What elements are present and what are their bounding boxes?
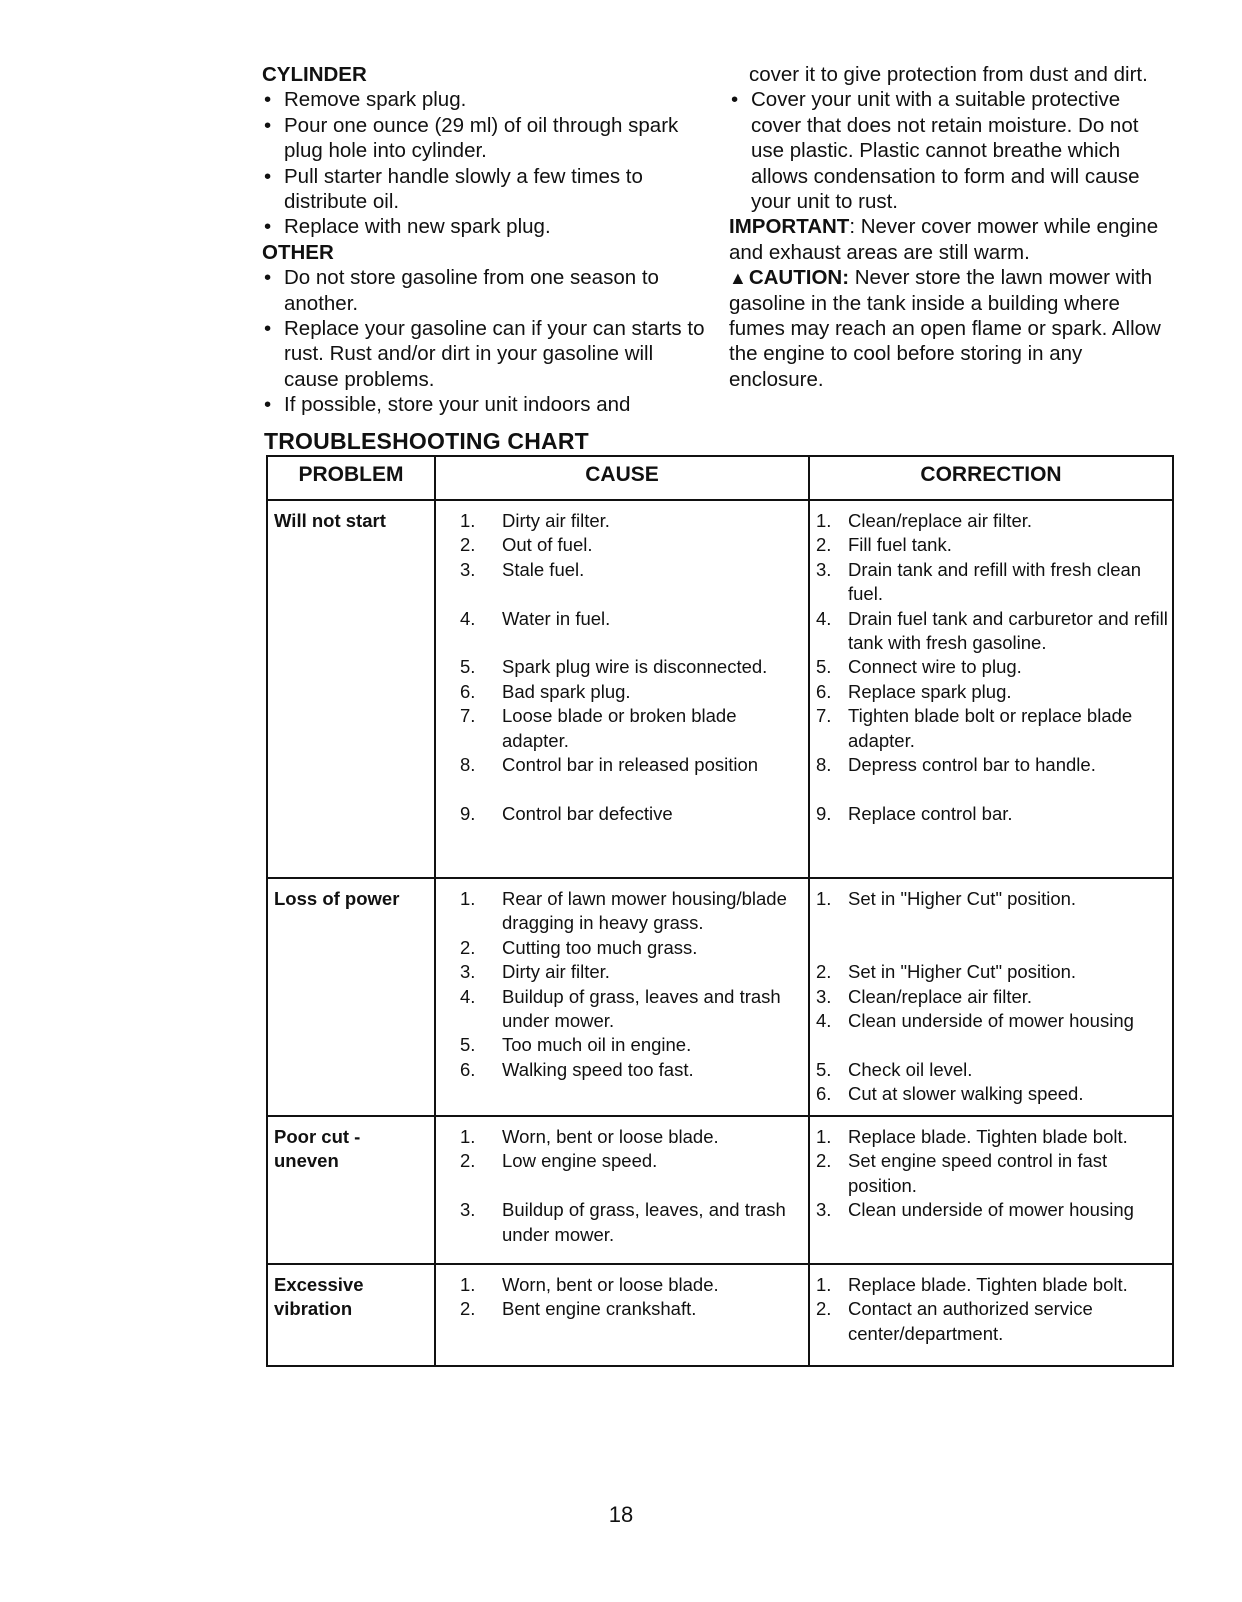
list-item: 9. Replace control bar. [816, 802, 1013, 824]
list-item: • Replace with new spark plug. [262, 214, 712, 239]
list-item: • Pull starter handle slowly a few times to distribute oil. [262, 164, 712, 215]
list-item: • Pour one ounce (29 ml) of oil through spark plug hole into cylinder. [262, 113, 712, 164]
list-item: 5. Check oil level. [816, 1058, 973, 1080]
table-row [267, 500, 1173, 878]
other-heading: OTHER [262, 240, 334, 264]
list-item: 7. Loose blade or broken blade adapter. [460, 705, 737, 751]
list-item: 2. Low engine speed. [460, 1150, 658, 1172]
list-item: 6. Walking speed too fast. [460, 1058, 694, 1080]
cylinder-heading: CYLINDER [262, 63, 367, 86]
list-item: • Replace your gasoline can if your can starts to rust. Rust and/or dirt in your gasoline will cause problems. [262, 316, 712, 392]
caution-note [729, 265, 1174, 392]
table-row [267, 1116, 1173, 1264]
important-label: IMPORTANT [729, 215, 850, 239]
correction-cell [809, 500, 1173, 878]
list-item: 2. Contact an authorized service center/department. [816, 1298, 1093, 1344]
list-item: 8. Depress control bar to handle. [816, 754, 1096, 776]
table-row [267, 1264, 1173, 1366]
list-item: • Remove spark plug. [262, 87, 712, 112]
list-item: 5. Connect wire to plug. [816, 656, 1022, 678]
list-item: 3. Clean/replace air filter. [816, 985, 1033, 1007]
list-item: 9. Control bar defective [460, 802, 673, 824]
cover-list [729, 87, 1174, 214]
list-item: 5. Spark plug wire is disconnected. [460, 656, 768, 678]
table-row [267, 878, 1173, 1116]
list-item: 3. Drain tank and refill with fresh clean fuel. [816, 558, 1142, 605]
table-header-row [267, 456, 1173, 500]
header-problem: PROBLEM [267, 456, 435, 500]
header-cause: CAUSE [435, 456, 809, 500]
cylinder-list [262, 87, 712, 239]
list-item: 6. Bad spark plug. [460, 680, 631, 702]
list-item: 4. Drain fuel tank and carburetor and refill tank with fresh gasoline. [816, 607, 1168, 654]
list-item: 1. Worn, bent or loose blade. [460, 1274, 719, 1295]
problem-cell: Loss of power [267, 878, 435, 1116]
cause-cell [435, 1264, 809, 1366]
list-item: 2. Cutting too much grass. [460, 936, 698, 958]
list-item: 6. Replace spark plug. [816, 680, 1012, 702]
cause-cell [435, 878, 809, 1116]
problem-cell: Will not start [267, 500, 435, 878]
list-item: 6. Cut at slower walking speed. [816, 1083, 1084, 1105]
correction-cell [809, 1116, 1173, 1264]
correction-cell [809, 878, 1173, 1116]
problem-cell: Excessive vibration [267, 1264, 435, 1366]
cause-cell [435, 1116, 809, 1264]
list-item: 2. Bent engine crankshaft. [460, 1298, 697, 1320]
list-item: 1. Clean/replace air filter. [816, 510, 1033, 531]
list-item: 3. Stale fuel. [460, 558, 585, 580]
list-item: 5. Too much oil in engine. [460, 1034, 692, 1056]
cause-cell [435, 500, 809, 878]
header-correction: CORRECTION [809, 456, 1173, 500]
list-item: 4. Clean underside of mower housing [816, 1010, 1134, 1032]
list-item: 2. Out of fuel. [460, 534, 593, 556]
list-item: 1. Replace blade. Tighten blade bolt. [816, 1274, 1128, 1295]
list-item: • Do not store gasoline from one season to another. [262, 265, 712, 316]
list-item: 2. Fill fuel tank. [816, 534, 952, 556]
list-item: 3. Clean underside of mower housing [816, 1199, 1134, 1221]
storage-left-column [262, 62, 712, 418]
caution-text: Never store the lawn mower with gasoline in the tank inside a building where fumes may reach an open flame or spark. Allow the engine to cool before storing in any enclosure. [729, 266, 1161, 391]
storage-right-column [729, 62, 1174, 392]
chart-title: TROUBLESHOOTING CHART [264, 428, 589, 454]
list-item: • If possible, store your unit indoors and [262, 392, 712, 417]
continued-text: cover it to give protection from dust and dirt. [749, 63, 1148, 86]
correction-cell [809, 1264, 1173, 1366]
page-number: 18 [608, 1502, 634, 1527]
important-note [729, 214, 1174, 265]
list-item: 1. Replace blade. Tighten blade bolt. [816, 1126, 1128, 1147]
list-item: 1. Dirty air filter. [460, 510, 610, 531]
problem-cell: Poor cut - uneven [267, 1116, 435, 1264]
warning-triangle-icon: ▲ [729, 268, 747, 289]
list-item: 3. Buildup of grass, leaves, and trash under mower. [460, 1199, 786, 1245]
list-item: 1. Worn, bent or loose blade. [460, 1126, 719, 1147]
important-text: : Never cover mower while engine and exhaust areas are still warm. [729, 215, 1159, 264]
caution-label: CAUTION: [748, 266, 850, 290]
other-list [262, 265, 712, 417]
list-item: 4. Buildup of grass, leaves and trash under mower. [460, 985, 781, 1032]
list-item: 7. Tighten blade bolt or replace blade adapter. [816, 705, 1133, 751]
list-item: 2. Set in "Higher Cut" position. [816, 961, 1077, 983]
troubleshooting-table [266, 455, 1174, 1367]
list-item: 1. Set in "Higher Cut" position. [816, 888, 1077, 909]
list-item: 3. Dirty air filter. [460, 961, 610, 983]
list-item: • Cover your unit with a suitable protective cover that does not retain moisture. Do not use plastic. Plastic cannot breathe which allows condensation to form and will cause your unit to rust. [729, 87, 1174, 214]
list-item: 2. Set engine speed control in fast position. [816, 1150, 1108, 1196]
list-item: 1. Rear of lawn mower housing/blade dragging in heavy grass. [460, 888, 787, 934]
list-item: 8. Control bar in released position [460, 754, 759, 776]
list-item: 4. Water in fuel. [460, 607, 611, 629]
